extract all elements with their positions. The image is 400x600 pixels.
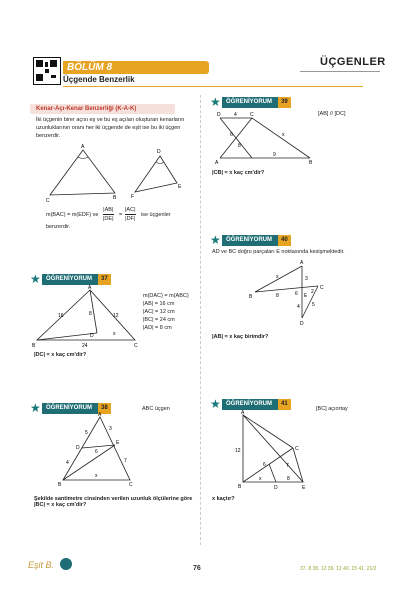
star-icon: ★: [30, 272, 41, 286]
label-12: 12: [113, 313, 119, 319]
chapter-title: ÜÇGENLER: [320, 56, 386, 68]
label-A: A: [241, 410, 245, 416]
star-icon: ★: [210, 397, 221, 411]
label-A: A: [81, 144, 85, 150]
label-6: 6: [95, 449, 98, 455]
label-8: 8: [89, 311, 92, 317]
rule-text: [36, 116, 196, 140]
label-8: 8: [238, 143, 241, 149]
label-3: 3: [109, 426, 112, 432]
label-3: 3: [305, 276, 308, 282]
label-24: 24: [82, 343, 88, 349]
question-line: Şekilde santimetre cinsinden verilen uzunluk ölçülerine göre: [34, 496, 193, 502]
answer-key: 37. 8 38. 12 39. 12 40. 15 41. 21/2: [300, 566, 377, 572]
label-A: A: [215, 160, 219, 165]
label-x: x: [276, 274, 279, 280]
label-6: 6: [263, 462, 266, 468]
label-D: D: [157, 149, 161, 155]
label-B: B: [113, 195, 117, 201]
label-E: E: [116, 440, 120, 446]
label-4: 4: [297, 304, 300, 310]
section-title: Üçgende Benzerlik: [63, 75, 135, 84]
label-8: 8: [276, 293, 279, 299]
label-B: B: [309, 160, 313, 165]
q40-note: AD ve BC doğru parçaları E noktasında kesişmektedir.: [212, 249, 345, 255]
label-C: C: [134, 343, 138, 349]
label-x: x: [259, 476, 262, 482]
page-number: 76: [193, 565, 201, 572]
frac1-den: |DE|: [103, 216, 114, 222]
label-A: A: [88, 285, 92, 291]
label-x: x: [113, 331, 116, 337]
question-number: 41: [278, 399, 291, 410]
label-D: D: [300, 321, 304, 327]
ogreniyorum-label: ÖĞRENİYORUM: [222, 235, 278, 246]
label-B: B: [238, 484, 242, 490]
q41-question: x kaçtır?: [212, 496, 235, 502]
q37-question: |DC| = x kaç cm'dir?: [34, 352, 87, 358]
label-A: A: [300, 260, 304, 266]
frac2-den: |DF|: [125, 216, 136, 222]
ogreniyorum-label: ÖĞRENİYORUM: [222, 97, 278, 108]
label-9: 9: [273, 152, 276, 158]
given-line: m(DAC) = m(ABC): [143, 293, 189, 299]
label-C: C: [129, 482, 133, 487]
given-line: |AB| = 16 cm: [143, 301, 175, 307]
ogreniyorum-badge-40: [210, 234, 291, 246]
question-line: |BC| = x kaç cm'dir?: [34, 502, 87, 508]
label-2: 2: [311, 289, 314, 295]
label-x: x: [282, 132, 285, 138]
label-8: 8: [287, 476, 290, 482]
label-5: 5: [312, 302, 315, 308]
bolum-label: BÖLÜM 8: [67, 62, 112, 73]
rule-text-line: İki üçgenin birer açısı eş ve bu eş açıları oluşturan kenarların: [36, 117, 185, 123]
rule-text-line: uzunluklarının oranı her iki üçgende de eşit ise bu iki üçgen: [36, 125, 181, 131]
q39-question: |CB| = x kaç cm'dir?: [212, 170, 265, 176]
label-6: 6: [230, 132, 233, 138]
label-C: C: [320, 285, 324, 291]
label-6: 6: [295, 291, 298, 297]
q41-figure: [235, 410, 315, 490]
q40-figure: [240, 258, 340, 328]
label-D: D: [274, 485, 278, 490]
ogreniyorum-label: ÖĞRENİYORUM: [222, 399, 278, 410]
rule-triangles-figure: [40, 140, 200, 205]
given-line: |AC| = 12 cm: [143, 309, 175, 315]
given-line: |AD| = 8 cm: [143, 325, 172, 331]
star-icon: ★: [210, 95, 221, 109]
q38-question: [34, 496, 192, 508]
rule-title: Kenar-Açı-Kenar Benzerliği (K-A-K): [36, 106, 137, 112]
ogreniyorum-label: ÖĞRENİYORUM: [42, 403, 98, 414]
rule-condition-left: m(BAC) = m(EDF) ve: [46, 212, 99, 218]
rule-frac2: [125, 206, 136, 223]
given-line: |BC| = 24 cm: [143, 317, 175, 323]
question-number: 39: [278, 97, 291, 108]
rule-condition-right: ise üçgenler: [141, 212, 171, 218]
frac2-num: |AC|: [125, 207, 136, 213]
label-A: A: [98, 412, 102, 418]
label-E: E: [304, 293, 308, 299]
label-7: 7: [286, 463, 289, 469]
label-B: B: [58, 482, 62, 487]
label-E: E: [302, 485, 306, 490]
column-divider: [200, 95, 201, 545]
rule-eq: =: [119, 212, 123, 218]
label-4: 4: [66, 460, 69, 466]
frac1-num: |AB|: [103, 207, 114, 213]
label-D: D: [90, 333, 94, 339]
q39-note: [AB] // [DC]: [318, 111, 346, 117]
section-divider: [63, 86, 363, 87]
rule-condition-end: benzerdir.: [46, 224, 71, 230]
label-D: D: [76, 445, 80, 451]
label-B: B: [249, 294, 253, 300]
label-C: C: [46, 198, 50, 204]
label-D: D: [217, 112, 221, 118]
chapter-underline: [300, 71, 380, 72]
q41-note: [BC] açıortay: [316, 406, 348, 412]
rule-text-line: benzerdir.: [36, 133, 61, 139]
q39-figure: [210, 110, 320, 165]
question-number: 37: [98, 274, 111, 285]
ogreniyorum-badge-41: [210, 398, 291, 410]
q38-figure: [55, 412, 145, 487]
rule-frac1: [103, 206, 114, 223]
question-number: 40: [278, 235, 291, 246]
q37-figure: [30, 285, 140, 350]
brand-logo-icon: [60, 558, 72, 570]
ogreniyorum-badge-39: [210, 96, 291, 108]
question-number: 38: [98, 403, 111, 414]
q37-given: [143, 292, 189, 332]
label-F: F: [131, 194, 135, 200]
ogreniyorum-label: ÖĞRENİYORUM: [42, 274, 98, 285]
star-icon: ★: [210, 233, 221, 247]
label-4: 4: [234, 112, 237, 118]
label-C: C: [295, 446, 299, 452]
label-x: x: [95, 473, 98, 479]
ogreniyorum-badge-37: [30, 273, 111, 285]
label-12: 12: [235, 448, 241, 454]
brand-signature: Eşit B.: [28, 560, 55, 570]
label-5: 5: [85, 430, 88, 436]
label-16: 16: [58, 313, 64, 319]
label-7: 7: [124, 458, 127, 464]
label-B: B: [32, 343, 36, 349]
q40-question: |AB| = x kaç birimdir?: [212, 334, 269, 340]
q38-note: ABC üçgen: [142, 406, 170, 412]
star-icon: ★: [30, 401, 41, 415]
label-C: C: [250, 112, 254, 118]
qr-code-icon[interactable]: [33, 57, 61, 85]
label-E: E: [178, 184, 182, 190]
